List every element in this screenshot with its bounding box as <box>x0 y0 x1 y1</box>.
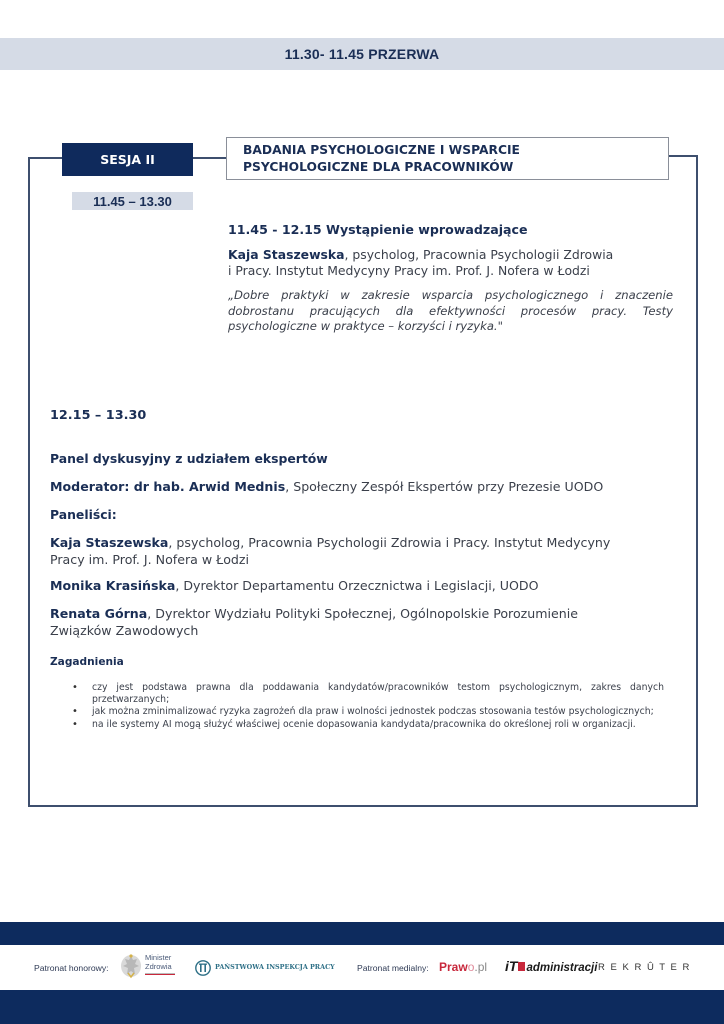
topic-item <box>72 719 664 731</box>
intro-speaker-desc2: i Pracy. Instytut Medycyny Pracy im. Prof. J. Nofera w Łodzi <box>228 263 590 278</box>
minister-line2: Zdrowia <box>145 962 172 971</box>
honorary-patronage-label: Patronat honorowy: <box>34 963 109 973</box>
intro-talk-quote: „Dobre praktyki w zakresie wsparcia psychologicznego i znaczenie dobrostanu pracujących dla efektywności procesów pracy. Testy psychologiczne w praktyce – korzyści i ryzyka." <box>228 288 673 333</box>
panelist-desc: , psycholog, Pracownia Psychologii Zdrowia i Pracy. Instytut Medycyny <box>168 535 611 550</box>
panelist-desc2: Związków Zawodowych <box>50 623 199 638</box>
footer-bottom-band <box>0 990 724 1024</box>
bullet-icon: • <box>72 682 78 693</box>
prawo-pl-logo <box>439 960 487 974</box>
panelist-name: Monika Krasińska <box>50 578 176 593</box>
intro-talk <box>228 222 673 335</box>
session-time: 11.45 – 13.30 <box>93 193 172 209</box>
topic-item <box>72 682 664 706</box>
panelist-item <box>50 534 680 568</box>
pip-logo <box>195 959 335 977</box>
topics-label: Zagadnienia <box>50 656 124 668</box>
topic-text: jak można zminimalizować ryzyka zagrożeń dla praw i wolności jednostek podczas stosowania testów psychologicznych; <box>92 706 654 718</box>
panelist-name: Renata Górna <box>50 606 148 621</box>
panelist-name: Kaja Staszewska <box>50 535 169 550</box>
break-text: 11.30- 11.45 PRZERWA <box>284 46 440 62</box>
session-label-box <box>62 143 193 176</box>
panelist-desc2: Pracy im. Prof. J. Nofera w Łodzi <box>50 552 250 567</box>
minister-line1: Minister <box>145 953 172 962</box>
frame-bottom-line <box>28 805 698 807</box>
break-banner <box>0 38 724 70</box>
session-time-box <box>72 192 193 210</box>
minister-flag-bar-top <box>145 973 175 974</box>
it-administracji-text: administracji <box>526 962 598 974</box>
session-title-line2: PSYCHOLOGICZNE DLA PRACOWNIKÓW <box>243 160 514 174</box>
frame-top-mid-connector <box>193 157 226 159</box>
rekruter-logo: R E K R Û T E R <box>598 962 691 973</box>
intro-speaker <box>228 247 673 279</box>
pip-emblem-icon <box>195 960 211 976</box>
panel-moderator <box>50 478 680 495</box>
it-w-administracji-logo <box>505 958 597 976</box>
session-title-line1: BADANIA PSYCHOLOGICZNE I WSPARCIE <box>243 143 520 157</box>
bullet-icon: • <box>72 718 78 730</box>
minister-zdrowia-logo <box>120 951 180 985</box>
panel-time: 12.15 – 13.30 <box>50 408 147 423</box>
intro-talk-title: 11.45 - 12.15 Wystąpienie wprowadzające <box>228 222 528 237</box>
intro-speaker-name: Kaja Staszewska <box>228 247 345 262</box>
panelists-label: Paneliści: <box>50 507 117 522</box>
panel-heading: Panel dyskusyjny z udziałem ekspertów <box>50 451 328 466</box>
moderator-desc: , Społeczny Zespół Ekspertów przy Prezesie UODO <box>285 479 604 494</box>
session-label: SESJA II <box>100 152 155 167</box>
topic-text: czy jest podstawa prawna dla poddawania kandydatów/pracowników testom psychologicznym, zakres danych przetwarzanych; <box>92 682 664 706</box>
it-mark: iT <box>505 958 518 974</box>
media-patronage-label: Patronat medialny: <box>357 963 429 973</box>
panelist-item <box>50 577 680 594</box>
frame-top-right-connector <box>669 155 698 157</box>
session-title-box <box>226 137 669 180</box>
frame-top-left-connector <box>28 157 62 159</box>
pip-name: PAŃSTWOWA INSPEKCJA PRACY <box>215 963 335 971</box>
intro-speaker-desc: , psycholog, Pracownia Psychologii Zdrowia <box>344 247 614 262</box>
bullet-icon: • <box>72 706 78 718</box>
panelist-item <box>50 605 680 639</box>
frame-right-line <box>696 155 698 807</box>
panel-block <box>50 450 680 639</box>
topic-item <box>72 706 664 718</box>
panelist-desc: , Dyrektor Wydziału Polityki Społecznej, Ogólnopolskie Porozumienie <box>147 606 578 621</box>
prawo-text: Praw <box>439 960 468 974</box>
panelist-desc: , Dyrektor Departamentu Orzecznictwa i Legislacji, UODO <box>175 578 539 593</box>
footer-patrons-strip <box>0 945 724 990</box>
moderator-name: Moderator: dr hab. Arwid Mednis <box>50 479 286 494</box>
footer-top-band <box>0 922 724 945</box>
frame-left-line <box>28 157 30 807</box>
prawo-o: o <box>467 960 475 974</box>
topics-list <box>72 682 664 731</box>
eagle-emblem-icon <box>120 953 142 979</box>
prawo-domain: .pl <box>474 960 488 974</box>
topic-text: na ile systemy AI mogą służyć właściwej ocenie dopasowania kandydata/pracownika do określonej roli w organizacji. <box>92 718 636 730</box>
minister-flag-bar <box>145 974 175 975</box>
it-red-square <box>518 962 525 971</box>
